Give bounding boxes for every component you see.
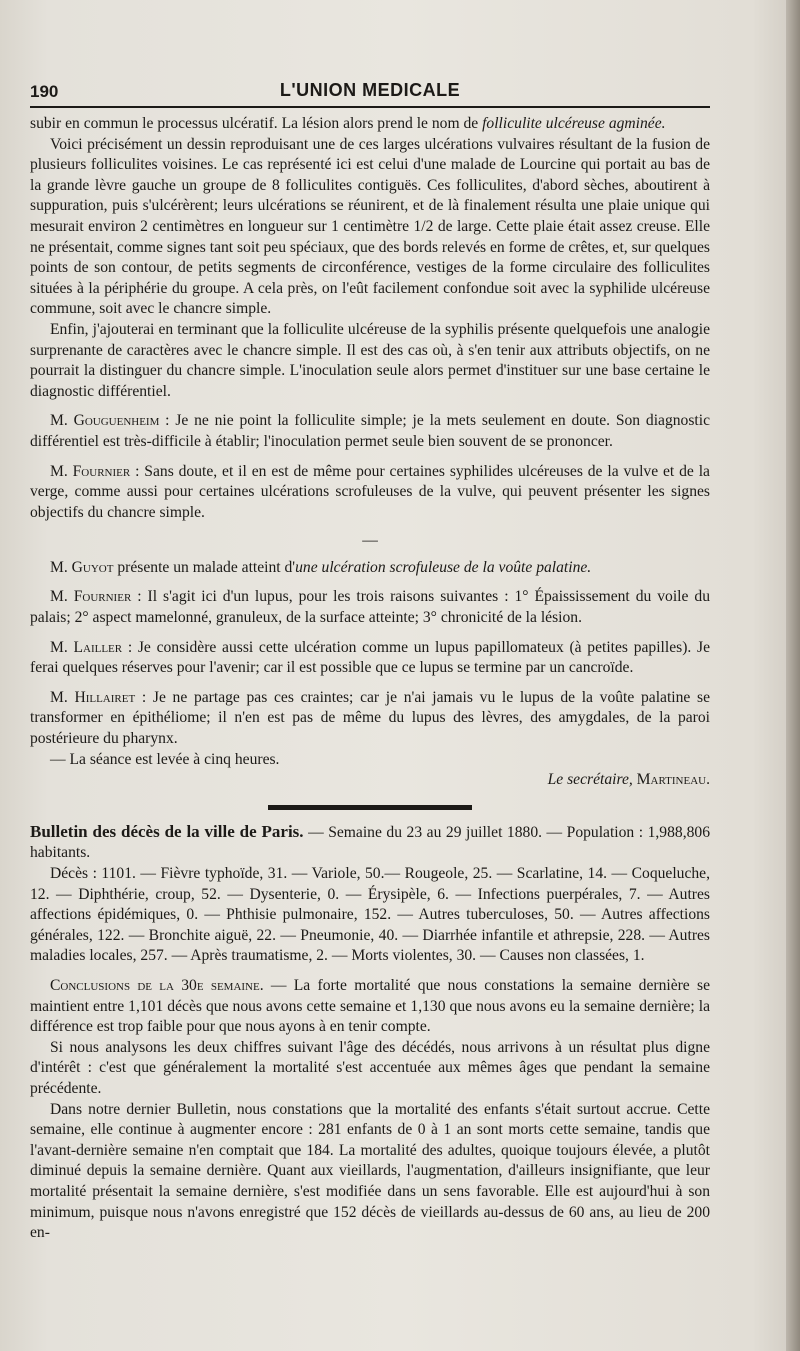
speaker-paragraph-fournier: [30, 462, 710, 524]
session-closing: — La séance est levée à cinq heures.: [50, 750, 280, 768]
speaker-paragraph-lailler: [30, 638, 710, 679]
signature-label: Le secrétaire,: [547, 771, 633, 789]
speaker-name: M. Hillairet :: [50, 688, 147, 706]
speaker-paragraph-guyot: [30, 558, 710, 579]
conclusions-heading: Conclusions de la 30e semaine.: [50, 976, 264, 994]
section-rule: [268, 805, 472, 810]
speaker-text: Je ne partage pas ces craintes; car je n'ai jamais vu le lupus de la voûte palatine se transformer en épithéliome; il n'en est pas de même du lupus des lèvres, des amygdales, de la paroi postérieure du pharynx.: [30, 688, 710, 748]
speaker-text: Sans doute, et il en est de même pour certaines syphilides ulcéreuses de la vulve et de la verge, comme aussi pour certaines ulcérations scrofuleuses de la vulve, qui peuvent présenter les signes objectifs du chancre simple.: [30, 462, 710, 521]
conclusions-text: — La forte mortalité que nous constations la semaine dernière se maintient entre 1,101 décès que nous avons cette semaine et 1,130 que nous avons eu la semaine dernière; la différence est trop faible pour que nous ayons à en tenir compte.: [30, 976, 710, 1036]
page-header: [30, 78, 710, 108]
paragraph-conclusion: Enfin, j'ajouterai en terminant que la folliculite ulcéreuse de la syphilis présente quelquefois une analogie surprenante de caractères avec le chancre simple. Il est des cas où, à s'en tenir aux attributs objectifs, on ne pourrait la distinguer du chancre simple. L'inoculation seule alors permet d'instituer sur une base certaine le diagnostic différentiel.: [30, 320, 710, 400]
journal-title: L'UNION MEDICALE: [279, 80, 461, 100]
paragraph-drawing-description: Voici précisément un dessin reproduisant une de ces larges ulcérations vulvaires résultant de la fusion de plusieurs folliculites voisines. Le cas représenté ici est celui d'une malade de Lourcine qui portait au bas de la grande lèvre gauche un groupe de 8 folliculites contiguës. Ces folliculites, d'abord sèches, aboutirent à suppuration, puis s'ulcérèrent; leurs ulcérations se réunirent, et de là finalement résulta une plaie unique qui mesurait environ 2 centimètres en longueur sur 1 centimètre 1/2 de large. Cette plaie était assez creuse. Elle ne présentait, comme signes tant soit peu spéciaux, que des bords relevés en forme de crêtes, et, sur quelques points de son contour, de petits segments de circonférence, vestiges de la forme circulaire des folliculites situées à la périphérie du groupe. A cela près, on l'eût facilement confondue soit avec la syphilide ulcéreuse commune, soit avec le chancre simple.: [30, 135, 710, 318]
signature-name: Martineau.: [632, 771, 710, 789]
speaker-paragraph-hillairet: [30, 688, 710, 750]
speaker-text: Je considère aussi cette ulcération comme un lupus papillomateux (à petites papilles). Je ferai quelques réserves pour l'avenir; car il est possible que ce lupus se termine par un cancroïde.: [30, 638, 710, 677]
speaker-name: M. Fournier :: [50, 588, 142, 606]
page-content: [30, 78, 710, 1244]
speaker-paragraph-fournier-2: [30, 587, 710, 628]
bulletin-title: Bulletin des décès de la ville de Paris.: [30, 821, 304, 841]
speaker-text: Il s'agit ici d'un lupus, pour les trois raisons suivantes : 1° Épaississement du voile du palais; 2° aspect mamelonné, granuleux, de la surface atteinte; 3° chronicité de la lésion.: [30, 588, 710, 627]
bulletin-conclusions: [30, 976, 710, 1038]
paragraph-text: subir en commun le processus ulcératif. La lésion alors prend le nom de: [30, 115, 483, 132]
speaker-paragraph-gouguenheim: [30, 411, 710, 452]
bulletin-subtitle: — Semaine du 23 au 29 juillet 1880. — Population : 1,988,806 habitants.: [30, 823, 710, 862]
section-separator: —: [362, 532, 378, 550]
speaker-name: M. Gouguenheim :: [50, 412, 170, 430]
bulletin-heading: [30, 822, 710, 864]
secretary-signature: [30, 770, 710, 791]
emphasis-text: folliculite ulcéreuse agminée.: [482, 115, 666, 132]
speaker-name: M. Guyot: [50, 558, 114, 576]
speaker-text: Je ne nie point la folliculite simple; je la mets seulement en doute. Son diagnostic différentiel est très-difficile à établir; l'inoculation permet seule bien souvent de se prononcer.: [30, 412, 710, 450]
page-number: 190: [30, 82, 59, 101]
bulletin-paragraph-children: Dans notre dernier Bulletin, nous constations que la mortalité des enfants s'était surtout accrue. Cette semaine, elle continue à augmenter encore : 281 enfants de 0 à 1 an sont morts cette semaine, tandis que l'avant-dernière semaine n'en comptait que 184. La mortalité des adultes, quoique toujours élevée, a plutôt diminué depuis la semaine dernière. Quant aux vieillards, l'augmentation, d'ailleurs insignifiante, que leur mortalité présentait la semaine dernière, s'est modifiée dans un sens favorable. Elle est aujourd'hui à son minimum, puisque nous n'avons enregistré que 152 décès de vieillards au-dessus de 60 ans, au lieu de 200 en-: [30, 1100, 710, 1242]
paragraph-continuation: [30, 114, 710, 135]
speaker-name: M. Fournier :: [50, 462, 140, 480]
bulletin-paragraph-age: Si nous analysons les deux chiffres suivant l'âge des décédés, nous arrivons à un résultat plus digne d'intérêt : c'est que généralement la mortalité s'est accentuée aux mêmes âges que pendant la semaine précédente.: [30, 1038, 710, 1097]
speaker-name: M. Lailler :: [50, 638, 133, 656]
emphasis-text: une ulcération scrofuleuse de la voûte palatine.: [295, 558, 592, 576]
page-edge-shadow: [786, 0, 800, 1351]
bulletin-deaths: Décès : 1101. — Fièvre typhoïde, 31. — Variole, 50.— Rougeole, 25. — Scarlatine, 14. — Coqueluche, 12. — Diphthérie, croup, 52. — Dysenterie, 0. — Érysipèle, 6. — Infections puerpérales, 7. — Autres affections épidémiques, 0. — Phthisie pulmonaire, 152. — Autres tuberculoses, 50. — Autres affections générales, 122. — Bronchite aiguë, 22. — Pneumonie, 40. — Diarrhée infantile et athrepsie, 228. — Autres maladies locales, 257. — Après traumatisme, 2. — Morts violentes, 30. — Causes non classées, 1.: [30, 865, 710, 965]
speaker-text: présente un malade atteint d': [113, 558, 296, 576]
